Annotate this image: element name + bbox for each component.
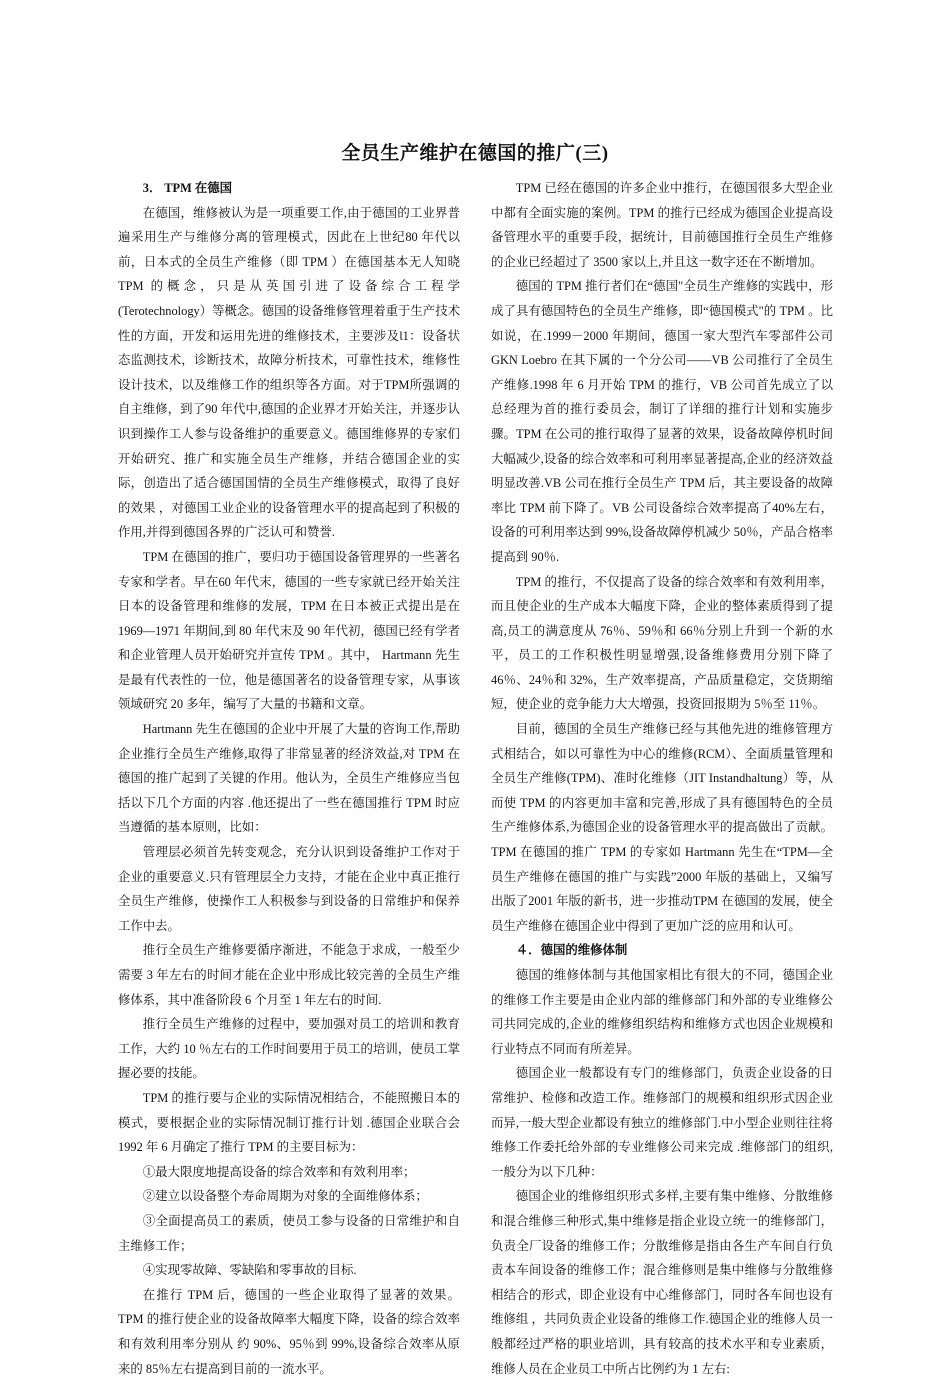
list-item: ①最大限度地提高设备的综合效率和有效利用率；	[142, 1164, 416, 1179]
paragraph: TPM 的推行要与企业的实际情况相结合，不能照搬日本的模式，要根据企业的实际情况制订推行计划 .德国企业联合会1992 年 6 月确定了推行 TPM 的主要目标为：	[118, 1090, 460, 1155]
paragraph: 德国企业一般都设有专门的维修部门，负责企业设备的日常维护、检修和改造工作。维修部门的规模和组织形式因企业而异,一般大型企业都设有独立的维修部门.中小型企业则往往将维修工作委托给外部的专业维修公司来完成 .维修部门的组织,一般分为以下几种：	[491, 1066, 833, 1179]
page-title: 全员生产维护在德国的推广(三)	[341, 143, 609, 164]
paragraph: TPM 已经在德国的许多企业中推行，在德国很多大型企业中都有全面实施的案例。TPM 的推行已经成为德国企业提高设备管理水平的重要手段，据统计，目前德国推行全员生产维修的企业已经超过了 3500 家以上,并且这一数字还在不断增加。	[491, 181, 833, 269]
paragraph: 推行全员生产维修要循序渐进，不能急于求成，一般至少需要 3 年左右的时间才能在企业中形成比较完善的全员生产维修体系，其中准备阶段 6 个月至 1 年左右的时间.	[118, 943, 460, 1007]
paragraph: 推行全员生产维修的过程中，要加强对员工的培训和教育工作，大约 10 ％左右的工作时间要用于员工的培训，使员工掌握必要的技能。	[118, 1017, 460, 1081]
paragraph: 管理层必须首先转变观念，充分认识到设备维护工作对于企业的重要意义.只有管理层全力支持，才能在企业中真正推行全员生产维修，使操作工人积极参与到设备的日常维护和保养工作中去。	[118, 845, 460, 933]
right-column	[491, 176, 833, 1381]
paragraph: 德国的 TPM 推行者们在“德国"全员生产维修的实践中，形成了具有德国特色的全员生产维修，即“德国模式"的 TPM 。比如说，在.1999－2000 年期间，德国一家大型汽车零部件公司 GKN Loebro 在其下属的一个分公司——VB 公司推行了全员生产维修.1998 年 6 月开始 TPM 的推行，VB 公司首先成立了以总经理为首的推行委员会，制订了详细的推行计划和实施步骤。TPM 在公司的推行取得了显著的效果，设备故障停机时间大幅减少,设备的综合效率和可利用率显著提高,企业的经济效益明显改善.VB 公司在推行全员生产 TPM 后，其主要设备的故障率比 TPM 前下降了。VB 公司设备综合效率提高了40%左右，设备的可利用率达到 99%,设备故障停机减少 50％，产品合格率提高到 90％.	[491, 279, 833, 564]
paragraph: 在德国，维修被认为是一项重要工作,由于德国的工业界普遍采用生产与维修分离的管理模式，因此在上世纪80 年代以前，日本式的全员生产维修（即 TPM ）在德国基本无人知晓 TPM 的概念，只是从英国引进了设备综合工程学(Terotechnology）等概念。德国的设备维修管理着重于生产技术性的方面，开发和运用先进的维修技术，主要涉及Ɩ1：设备状态监测技术，诊断技术，故障分析技术，可靠性技术，维修性设计技术，以及维修工作的组织等各方面。对于TPM所强调的自主维修，到了90 年代中,德国的企业界才开始关注，并逐步认识到操作工人参与设备维护的重要意义。德国维修界的专家们开始研究、推广和实施全员生产维修，并结合德国企业的实际，创造出了适合德国国情的全员生产维修模式，取得了良好的效果 ，对德国工业企业的设备管理水平的提高起到了积极的作用,并得到德国各界的广泛认可和赞誉.	[118, 205, 460, 540]
left-column	[118, 176, 460, 1381]
list-item: ④实现零故障、零缺陷和零事故的目标.	[142, 1263, 357, 1278]
paragraph: 德国的维修体制与其他国家相比有很大的不同，德国企业的维修工作主要是由企业内部的维修部门和外部的专业维修公司共同完成的,企业的维修组织结构和维修方式也因企业规模和行业特点不同而有所差异。	[491, 968, 833, 1056]
paragraph: 在推行 TPM 后，德国的一些企业取得了显著的效果。 TPM 的推行使企业的设备故障率大幅度下降，设备的综合效率和有效利用率分别从 约 90%、95％到 99%,设备综合效率从原来的 85％左右提高到目前的一流水平。	[118, 1287, 460, 1376]
section-heading-3: 3． TPM 在德国	[142, 181, 233, 195]
paragraph: TPM 在德国的推广，要归功于德国设备管理界的一些著名专家和学者。早在60 年代末，德国的一些专家就已经开始关注日本的设备管理和维修的发展，TPM 在日本被正式提出是在 1969—1971 年期间,到 80 年代末及 90 年代初，德国已经有学者和企业管理人员开始研究并宣传 TPM 。其中， Hartmann 先生是最有代表性的一位，他是德国著名的设备管理专家，从事该领域研究 20 多年，编写了大量的书籍和文章。	[118, 549, 460, 712]
paragraph: TPM 的推行，不仅提高了设备的综合效率和有效利用率，而且使企业的生产成本大幅度下降，企业的整体素质得到了提高,员工的满意度从 76％、59％和 66％分别上升到一个新的水平，员工的工作积极性明显增强,设备维修费用分别下降了 46％、24％和 32%，生产效率提高，产品质量稳定，交货期缩短，使企业的竞争能力大大增强，投资回报期为 5％至 11％。	[491, 574, 833, 712]
list-item: ③全面提高员工的素质，使员工参与设备的日常维护和自主维修工作；	[118, 1213, 460, 1253]
list-item: ②建立以设备整个寿命周期为对象的全面维修体系；	[142, 1189, 428, 1204]
paragraph: 德国企业的维修组织形式多样,主要有集中维修、分散维修和混合维修三种形式,集中维修是指企业设立统一的维修部门，负责全厂设备的维修工作；分散维修是指由各生产车间自行负责本车间设备的维修工作；混合维修则是集中维修与分散维修相结合的形式，即企业设有中心维修部门，同时各车间也设有维修组 ，共同负责企业设备的维修工作.德国企业的维修人员一般都经过严格的职业培训，具有较高的技术水平和专业素质，维修人员在企业员工中所占比例约为 1 左右:	[491, 1189, 833, 1376]
paragraph: Hartmann 先生在德国的企业中开展了大量的咨询工作,帮助企业推行全员生产维修,取得了非常显著的经济效益,对 TPM 在德国的推广起到了关键的作用。他认为，全员生产维修应当包括以下几个方面的内容 .他还提出了一些在德国推行 TPM 时应当遵循的基本原则，比如：	[118, 722, 460, 835]
paragraph: 目前，德国的全员生产维修已经与其他先进的维修管理方式相结合，如以可靠性为中心的维修(RCM）、全面质量管理和全员生产维修(TPM)、准时化维修（JIT Instandhaltung）等，从而使 TPM 的内容更加丰富和完善,形成了具有德国特色的全员生产维修体系,为德国企业的设备管理水平的提高做出了贡献。 TPM 在德国的推广 TPM 的专家如 Hartmann 先生在“TPM—全员生产维修在德国的推广与实践”2000 年版的基础上，又编写出版了2001 年版的新书，进一步推动TPM 在德国的发展，使全员生产维修在德国企业中得到了更加广泛的应用和认可。	[491, 722, 833, 933]
section-heading-4: ４．德国的维修体制	[515, 943, 628, 958]
